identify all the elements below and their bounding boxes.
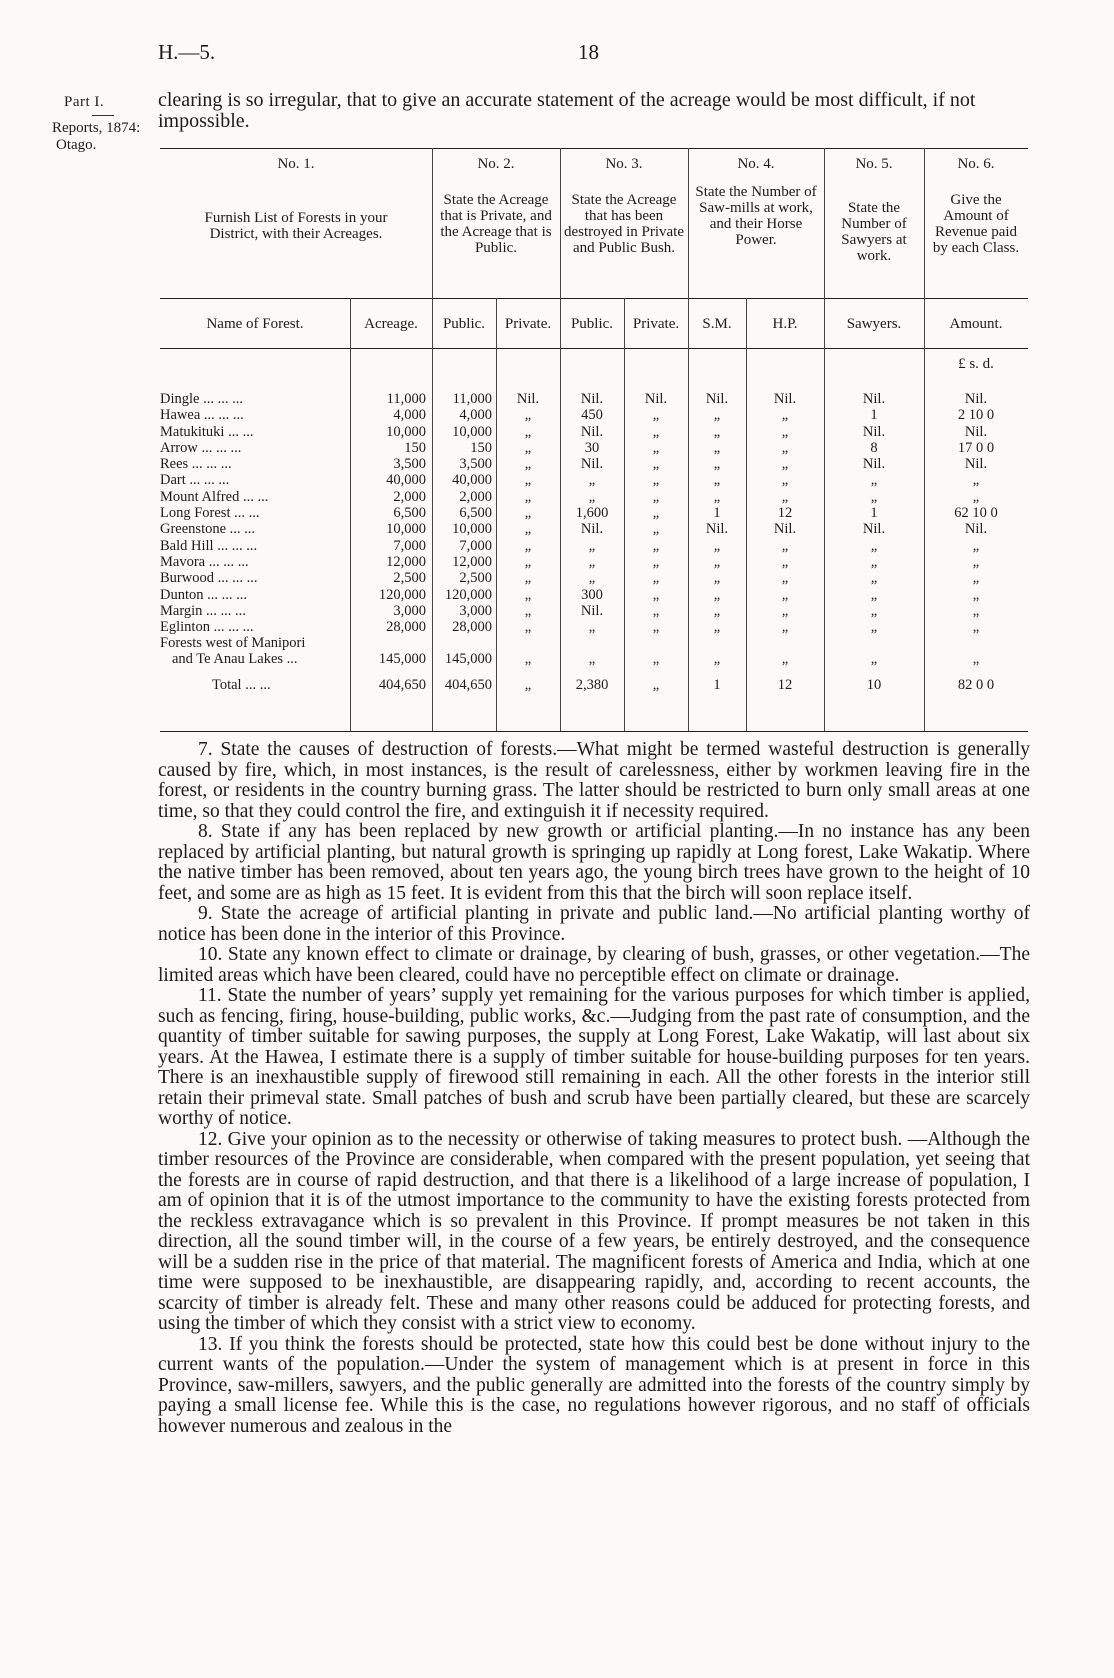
total-sm: 1 [713, 677, 721, 694]
cell-d-private: „ [652, 456, 660, 473]
cell-hp: „ [781, 651, 789, 668]
cell-acreage: 28,000 [386, 619, 426, 636]
table-row [160, 587, 1028, 603]
table-row [160, 440, 1028, 456]
paragraph-11: 11. State the number of years’ supply yet remaining for the various purposes for which timber is applied, such as fencing, firing, house-building, public works, &c.—Judging from the past rate of consumption, and the quantity of timber suitable for sawing purposes, the supply at Long Forest, Lake Wakatip, will last about six years. At the Hawea, I estimate there is a supply of timber suitable for house-building purposes for ten years. There is an inexhaustible supply of firewood still remaining in each. All the other forests in the interior still retain their primeval state. Small patches of bush and scrub have been partially cleared, but these are scarcely worthy of notice. [158, 985, 1030, 1129]
cell-acreage: 10,000 [386, 423, 426, 440]
cell-public: 11,000 [452, 391, 492, 407]
cell-hp: „ [781, 472, 789, 489]
group-desc-6: Give the Amount of Revenue paid by each Class. [932, 192, 1020, 256]
cell-d-private: „ [652, 651, 660, 668]
cell-d-public: „ [588, 619, 596, 636]
cell-public: 2,000 [459, 488, 492, 505]
cell-acreage: 11,000 [386, 391, 426, 407]
cell-acreage: 145,000 [378, 651, 426, 668]
table-rule-bottom [160, 731, 1028, 732]
group-desc-3: State the Acreage that has been destroyed in Private and Public Bush. [564, 192, 684, 256]
cell-amount: „ [972, 537, 980, 554]
table-row [160, 472, 1028, 488]
cell-amount: „ [972, 651, 980, 668]
total-d-public: 2,380 [575, 677, 609, 694]
col-sawyers: Sawyers. [846, 316, 902, 332]
margin-region: Otago. [56, 137, 97, 153]
body-text [158, 740, 1030, 1437]
total-private: „ [524, 677, 532, 694]
cell-sm: „ [713, 619, 721, 636]
total-label: Total ... ... [212, 677, 271, 694]
paragraph-13: 13. If you think the forests should be protected, state how this could best be done without injury to the current wants of the population.—Under the system of management which is at present in force in this Province, saw-millers, sawyers, and the public generally are admitted into the forests of the country simply by paying a small license fee. While this is the case, no regulations however rigorous, and no staff of officials however numerous and zealous in the [158, 1333, 1030, 1437]
cell-amount: 62 10 0 [954, 505, 998, 522]
cell-sm: „ [713, 456, 721, 473]
cell-amount: Nil. [964, 391, 988, 407]
cell-name: Bald Hill ... ... ... [160, 537, 258, 554]
table-rule-groups [160, 298, 1028, 299]
cell-sawyers: 1 [870, 407, 878, 424]
cell-private: „ [524, 602, 532, 619]
total-d-private: „ [652, 677, 660, 694]
cell-hp: „ [781, 488, 789, 505]
cell-sm: „ [713, 423, 721, 440]
cell-hp: „ [781, 423, 789, 440]
cell-public: 28,000 [452, 619, 492, 636]
cell-acreage: 12,000 [386, 553, 426, 570]
cell-sawyers: Nil. [862, 423, 886, 440]
table-row [160, 554, 1028, 570]
cell-sawyers: 8 [870, 439, 878, 456]
cell-sawyers: „ [870, 488, 878, 505]
total-amount: 82 0 0 [957, 677, 995, 694]
table-row [160, 635, 1028, 671]
cell-private: „ [524, 570, 532, 587]
cell-sm: „ [713, 488, 721, 505]
cell-name: Hawea ... ... ... [160, 407, 244, 424]
cell-acreage: 6,500 [393, 505, 426, 522]
cell-private: „ [524, 439, 532, 456]
cell-sawyers: 1 [870, 505, 878, 522]
cell-d-private: „ [652, 488, 660, 505]
cell-d-public: „ [588, 472, 596, 489]
cell-private: „ [524, 488, 532, 505]
col-d-private: Private. [632, 316, 680, 332]
cell-sm: „ [713, 407, 721, 424]
margin-divider [92, 115, 114, 116]
cell-amount: „ [972, 570, 980, 587]
cell-name: Dart ... ... ... [160, 472, 230, 489]
cell-hp: „ [781, 619, 789, 636]
cell-sawyers: „ [870, 537, 878, 554]
group-label-6: No. 6. [957, 156, 995, 172]
cell-amount: Nil. [964, 521, 988, 538]
cell-amount: Nil. [964, 456, 988, 473]
cell-name: Long Forest ... ... [160, 505, 260, 522]
cell-d-public: Nil. [580, 391, 604, 407]
paragraph-8: 8. State if any has been replaced by new growth or artificial planting.—In no instance has any been replaced by artificial planting, but natural growth is springing up rapidly at Long forest, Lake Wakatip. Where the native timber has been removed, about ten years ago, the young birch trees have grown to the height of 10 feet, and some are as high as 15 feet. It is evident from this that the birch will soon replace itself. [158, 821, 1030, 904]
group-label-5: No. 5. [855, 156, 893, 172]
cell-name: Mount Alfred ... ... [160, 488, 269, 505]
cell-d-private: „ [652, 619, 660, 636]
cell-d-public: Nil. [580, 521, 604, 538]
cell-private: „ [524, 651, 532, 668]
cell-d-private: „ [652, 602, 660, 619]
cell-hp: „ [781, 407, 789, 424]
table-row [160, 505, 1028, 521]
group-label-2: No. 2. [477, 156, 515, 172]
cell-name: Greenstone ... ... [160, 521, 256, 538]
group-desc-4: State the Number of Saw-mills at work, and their Horse Power. [695, 184, 817, 248]
cell-d-private: Nil. [644, 391, 668, 407]
cell-private: „ [524, 586, 532, 603]
cell-sawyers: „ [870, 570, 878, 587]
cell-public: 10,000 [452, 423, 492, 440]
cell-public: 3,500 [459, 456, 492, 473]
cell-public: 6,500 [459, 505, 492, 522]
cell-hp: „ [781, 602, 789, 619]
cell-amount: „ [972, 472, 980, 489]
cell-name: Mavora ... ... ... [160, 553, 249, 570]
cell-private: „ [524, 619, 532, 636]
cell-amount: „ [972, 586, 980, 603]
cell-d-public: 450 [581, 407, 603, 424]
cell-sm: „ [713, 570, 721, 587]
cell-hp: „ [781, 570, 789, 587]
paragraph-12: 12. Give your opinion as to the necessity or otherwise of taking measures to protect bush. —Although the timber resources of the Province are considerable, when compared with the present population, yet seeing that the forests are in course of rapid destruction, and that there is a likelihood of a large increase of population, I am of opinion that it is of the utmost importance to the community to have the existing forests protected from the reckless extravagance which is so prevalent in this Province. If prompt measures be not taken in this direction, all the sound timber will, in the course of a few years, be entirely destroyed, and the consequence will be a sudden rise in the price of that material. The magnificent forests of America and India, which at one time were supposed to be inexhaustible, are disappearing rapidly, and, according to recent accounts, the scarcity of timber is already felt. These and many other reasons could be adduced for protecting forests, and using the timber of which they consist with a strict view to economy. [158, 1128, 1030, 1334]
table-body [160, 391, 1028, 694]
group-label-4: No. 4. [737, 156, 775, 172]
total-sawyers: 10 [866, 677, 882, 694]
cell-private: „ [524, 472, 532, 489]
table-rule-colheads [160, 348, 1028, 349]
cell-acreage: 7,000 [393, 537, 426, 554]
cell-acreage: 3,500 [393, 456, 426, 473]
table-row [160, 570, 1028, 586]
group-label-3: No. 3. [605, 156, 643, 172]
cell-name: Dunton ... ... ... [160, 586, 247, 603]
cell-sm: „ [713, 602, 721, 619]
cell-private: „ [524, 423, 532, 440]
cell-hp: Nil. [773, 521, 797, 538]
cell-private: „ [524, 521, 532, 538]
col-d-public: Public. [570, 316, 614, 332]
cell-name: Forests west of Manipori [160, 635, 306, 652]
cell-sm: „ [713, 553, 721, 570]
total-row [160, 677, 1028, 693]
cell-d-private: „ [652, 423, 660, 440]
group-label-1: No. 1. [277, 156, 315, 172]
table-row [160, 456, 1028, 472]
cell-sm: 1 [713, 505, 721, 522]
cell-private: Nil. [516, 391, 540, 407]
cell-sawyers: „ [870, 472, 878, 489]
cell-name-cont: and Te Anau Lakes ... [172, 651, 298, 668]
cell-sawyers: „ [870, 586, 878, 603]
cell-hp: „ [781, 456, 789, 473]
cell-sm: „ [713, 651, 721, 668]
cell-d-private: „ [652, 505, 660, 522]
cell-amount: „ [972, 488, 980, 505]
group-desc-1: Furnish List of Forests in your District, with their Acreages. [204, 210, 388, 242]
table-row [160, 603, 1028, 619]
cell-acreage: 4,000 [393, 407, 426, 424]
cell-acreage: 10,000 [386, 521, 426, 538]
cell-name: Arrow ... ... ... [160, 439, 242, 456]
cell-acreage: 3,000 [393, 602, 426, 619]
cell-private: „ [524, 553, 532, 570]
group-desc-2: State the Acreage that is Private, and the Acreage that is Public. [440, 192, 552, 256]
cell-hp: Nil. [773, 391, 797, 407]
cell-amount: 2 10 0 [957, 407, 995, 424]
cell-d-public: „ [588, 651, 596, 668]
cell-public: 3,000 [459, 602, 492, 619]
cell-d-public: „ [588, 570, 596, 587]
total-acreage: 404,650 [378, 677, 426, 694]
cell-acreage: 2,000 [393, 488, 426, 505]
cell-public: 2,500 [459, 570, 492, 587]
cell-name: Rees ... ... ... [160, 456, 232, 473]
cell-sm: „ [713, 472, 721, 489]
table-row [160, 521, 1028, 537]
cell-d-private: „ [652, 521, 660, 538]
cell-public: 120,000 [444, 586, 492, 603]
cell-sawyers: Nil. [862, 521, 886, 538]
cell-d-public: Nil. [580, 456, 604, 473]
cell-public: 40,000 [452, 472, 492, 489]
page-header-ref: H.—5. [158, 40, 216, 64]
cell-sm: „ [713, 439, 721, 456]
col-acreage: Acreage. [364, 316, 418, 332]
intro-text: clearing is so irregular, that to give an accurate statement of the acreage would be most difficult, if not impossible. [158, 89, 976, 132]
col-name: Name of Forest. [206, 316, 304, 332]
cell-acreage: 2,500 [393, 570, 426, 587]
cell-name: Matukituki ... ... [160, 423, 254, 440]
col-amount: Amount. [949, 316, 1003, 332]
cell-public: 4,000 [459, 407, 492, 424]
table-row [160, 391, 1028, 407]
cell-public: 150 [470, 439, 492, 456]
cell-sm: Nil. [705, 521, 729, 538]
col-public: Public. [442, 316, 486, 332]
forest-table [160, 148, 1028, 732]
table-rule-top [160, 148, 1028, 149]
cell-sm: „ [713, 537, 721, 554]
cell-d-public: 300 [581, 586, 603, 603]
cell-sm: Nil. [705, 391, 729, 407]
cell-d-private: „ [652, 553, 660, 570]
paragraph-10: 10. State any known effect to climate or drainage, by clearing of bush, grasses, or other vegetation.—The limited areas which have been cleared, could have no perceptible effect on climate or drainage. [158, 944, 1030, 986]
col-sm: S.M. [702, 316, 732, 332]
cell-name: Dingle ... ... ... [160, 391, 243, 407]
cell-sawyers: Nil. [862, 391, 886, 407]
cell-d-private: „ [652, 570, 660, 587]
cell-acreage: 150 [404, 439, 426, 456]
cell-amount: „ [972, 602, 980, 619]
margin-reports: Reports, 1874: [52, 120, 141, 136]
total-public: 404,650 [444, 677, 492, 694]
cell-public: 7,000 [459, 537, 492, 554]
cell-sawyers: „ [870, 651, 878, 668]
cell-amount: Nil. [964, 423, 988, 440]
cell-d-private: „ [652, 407, 660, 424]
cell-public: 145,000 [444, 651, 492, 668]
table-row [160, 538, 1028, 554]
cell-name: Burwood ... ... ... [160, 570, 258, 587]
cell-d-private: „ [652, 472, 660, 489]
cell-private: „ [524, 537, 532, 554]
cell-d-private: „ [652, 537, 660, 554]
col-hp: H.P. [772, 316, 798, 332]
table-row [160, 489, 1028, 505]
cell-d-public: Nil. [580, 423, 604, 440]
cell-sawyers: „ [870, 553, 878, 570]
paragraph-9: 9. State the acreage of artificial planting in private and public land.—No artificial planting worthy of notice has been done in the interior of this Province. [158, 903, 1030, 945]
cell-amount: „ [972, 553, 980, 570]
cell-d-public: Nil. [580, 602, 604, 619]
currency-header: £ s. d. [958, 356, 994, 372]
group-desc-5: State the Number of Sawyers at work. [841, 200, 907, 264]
cell-acreage: 40,000 [386, 472, 426, 489]
cell-sawyers: „ [870, 619, 878, 636]
cell-d-public: „ [588, 488, 596, 505]
cell-name: Margin ... ... ... [160, 602, 246, 619]
cell-d-public: 30 [584, 439, 600, 456]
table-row [160, 407, 1028, 423]
page-number: 18 [578, 40, 599, 64]
cell-private: „ [524, 407, 532, 424]
cell-name: Eglinton ... ... ... [160, 619, 254, 636]
cell-sawyers: Nil. [862, 456, 886, 473]
cell-d-public: „ [588, 553, 596, 570]
col-private: Private. [504, 316, 552, 332]
cell-amount: „ [972, 619, 980, 636]
cell-d-private: „ [652, 586, 660, 603]
table-row [160, 424, 1028, 440]
cell-amount: 17 0 0 [957, 439, 995, 456]
margin-part: Part I. [64, 94, 105, 110]
cell-hp: 12 [777, 505, 793, 522]
cell-sawyers: „ [870, 602, 878, 619]
table-row [160, 619, 1028, 635]
cell-public: 10,000 [452, 521, 492, 538]
cell-hp: „ [781, 537, 789, 554]
cell-d-public: 1,600 [575, 505, 609, 522]
cell-public: 12,000 [452, 553, 492, 570]
paragraph-7: 7. State the causes of destruction of forests.—What might be termed wasteful destruction is generally caused by fire, which, in most instances, is the result of carelessness, either by workmen leaving fire in the forest, or residents in the country burning grass. The latter should be restricted to burn only small areas at one time, so that they could control the fire, and extinguish it if necessity required. [158, 739, 1030, 822]
cell-d-public: „ [588, 537, 596, 554]
cell-private: „ [524, 456, 532, 473]
cell-acreage: 120,000 [378, 586, 426, 603]
margin-notes [52, 94, 140, 154]
cell-hp: „ [781, 586, 789, 603]
cell-private: „ [524, 505, 532, 522]
cell-sm: „ [713, 586, 721, 603]
cell-hp: „ [781, 439, 789, 456]
total-hp: 12 [777, 677, 793, 694]
cell-hp: „ [781, 553, 789, 570]
cell-d-private: „ [652, 439, 660, 456]
